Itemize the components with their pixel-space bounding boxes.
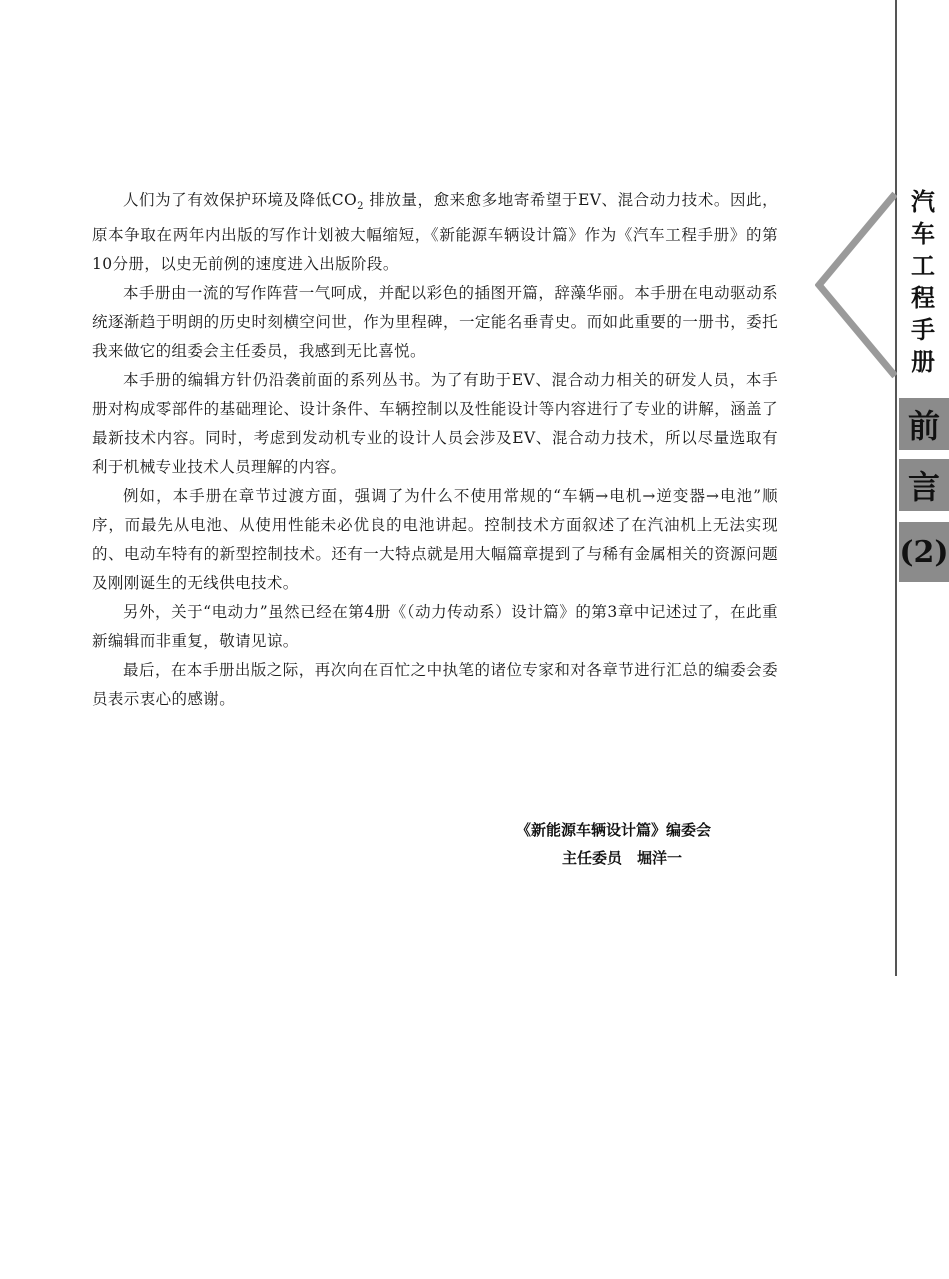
side-title-char: 程 <box>911 283 935 312</box>
paragraph: 本手册由一流的写作阵营一气呵成，并配以彩色的插图开篇，辞藻华丽。本手册在电动驱动系统逐渐趋于明朗的历史时刻横空问世，作为里程碑，一定能名垂青史。而如此重要的一册书，委托我来做它的组委会主任委员，我感到无比喜悦。 <box>92 284 778 361</box>
side-section-char: 前 <box>899 398 949 450</box>
side-section-char: 言 <box>899 459 949 511</box>
paragraph: 最后，在本手册出版之际，再次向在百忙之中执笔的诸位专家和对各章节进行汇总的编委会委员表示衷心的感谢。 <box>92 661 778 709</box>
signature-committee: 《新能源车辆设计篇》编委会 <box>516 821 712 839</box>
side-section-number: (2) <box>899 522 949 582</box>
side-title-char: 册 <box>911 347 935 376</box>
side-book-title <box>903 186 943 378</box>
paragraph: 本手册的编辑方针仍沿袭前面的系列丛书。为了有助于EV、混合动力相关的研发人员，本手册对构成零部件的基础理论、设计条件、车辆控制以及性能设计等内容进行了专业的讲解，涵盖了最新技术内容。同时，考虑到发动机专业的设计人员会涉及EV、混合动力技术，所以尽量选取有利于机械专业技术人员理解的内容。 <box>92 371 778 477</box>
signature-chair: 主任委员 堀洋一 <box>562 849 683 867</box>
side-divider-line <box>895 0 897 976</box>
paragraph: 例如，本手册在章节过渡方面，强调了为什么不使用常规的“车辆→电机→逆变器→电池”顺序，而最先从电池、从使用性能未必优良的电池讲起。控制技术方面叙述了在汽油机上无法实现的、电动车特有的新型控制技术。还有一大特点就是用大幅篇章提到了与稀有金属相关的资源问题及刚刚诞生的无线供电技术。 <box>92 487 778 593</box>
side-title-char: 车 <box>911 219 935 248</box>
side-title-char: 手 <box>911 315 935 344</box>
preface-body <box>92 186 778 714</box>
signature-block <box>440 816 800 872</box>
side-title-char: 工 <box>911 251 935 280</box>
paragraph-text: 排放量，愈来愈多地寄希望于EV、混合动力技术。因此，原本争取在两年内出版的写作计划被大幅缩短，《新能源车辆设计篇》作为《汽车工程手册》的第10分册，以史无前例的速度进入出版阶段。 <box>92 191 778 274</box>
paragraph-text: 人们为了有效保护环境及降低CO <box>123 191 358 209</box>
subscript: 2 <box>357 201 364 213</box>
paragraph <box>92 186 778 279</box>
side-title-char: 汽 <box>911 187 935 216</box>
paragraph: 另外，关于“电动力”虽然已经在第4册《（动力传动系）设计篇》的第3章中记述过了，在此重新编辑而非重复，敬请见谅。 <box>92 603 778 651</box>
side-chevron-decoration <box>815 190 897 380</box>
